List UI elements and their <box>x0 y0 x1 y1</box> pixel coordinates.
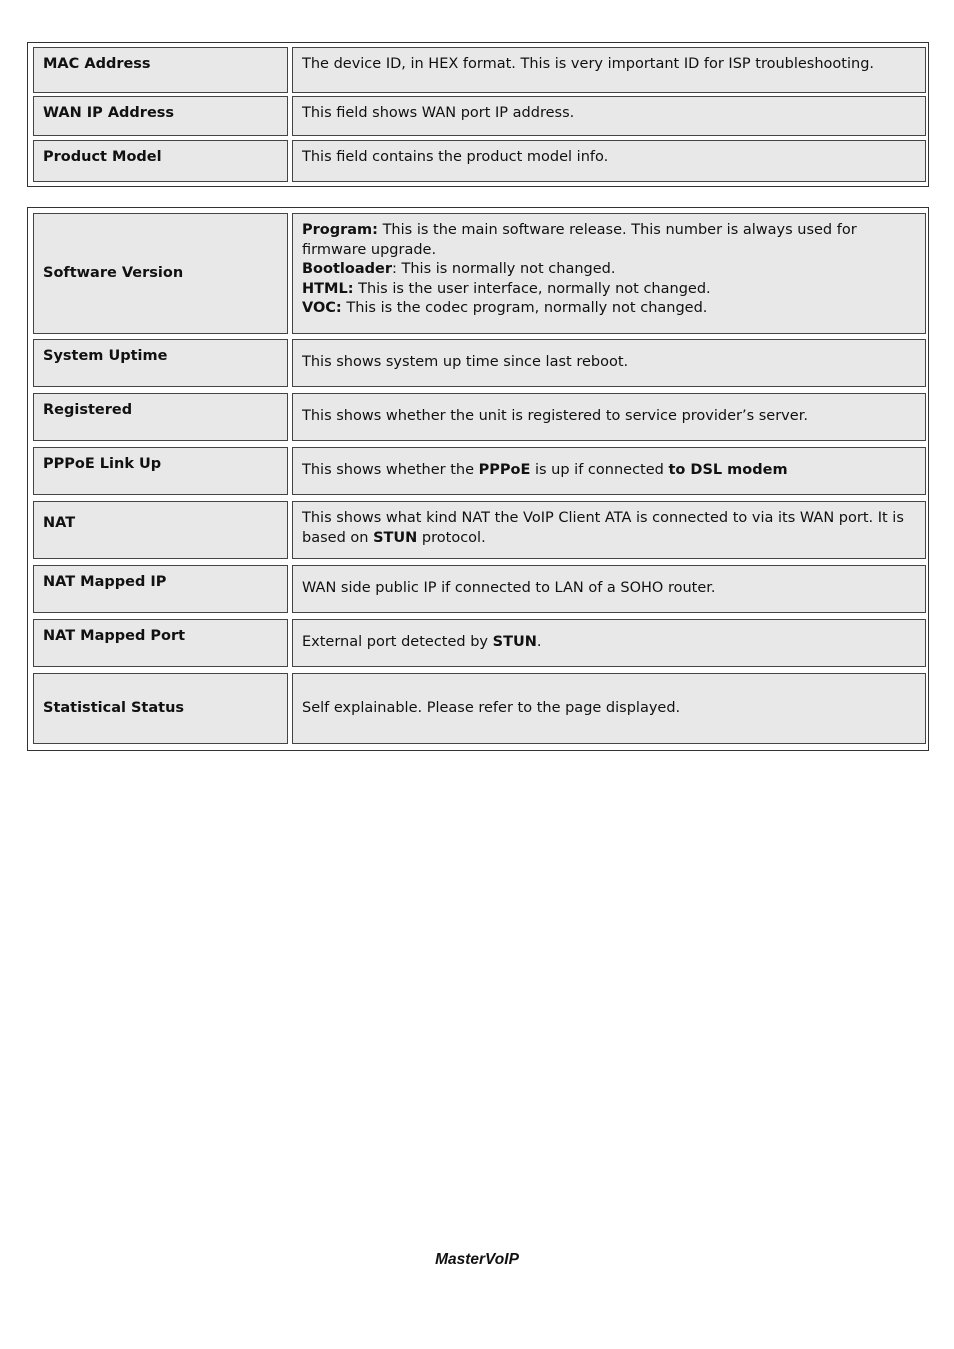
row-label <box>33 213 288 334</box>
footer-brand: MasterVoIP <box>435 1251 519 1268</box>
row-description: This shows whether the PPPoE is up if connected to DSL modem <box>292 447 926 495</box>
row-description: This shows what kind NAT the VoIP Client ATA is connected to via its WAN port. It is based on STUN protocol. <box>292 501 926 559</box>
table-row <box>28 393 928 441</box>
table-row <box>28 96 928 136</box>
row-label: Product Model <box>33 140 288 182</box>
row-label: MAC Address <box>33 47 288 93</box>
table-row <box>28 619 928 667</box>
table-row <box>28 501 928 559</box>
row-description: External port detected by STUN. <box>292 619 926 667</box>
row-description: This shows whether the unit is registered to service provider’s server. <box>292 393 926 441</box>
row-label: NAT Mapped IP <box>33 565 288 613</box>
program-line: Program: This is the main software release. This number is always used for firmware upgrade. <box>302 222 857 258</box>
row-label: Registered <box>33 393 288 441</box>
row-description: WAN side public IP if connected to LAN of a SOHO router. <box>292 565 926 613</box>
table-row <box>28 673 928 744</box>
status-table-1 <box>27 42 929 187</box>
table-row <box>28 213 928 334</box>
row-description: This shows system up time since last reboot. <box>292 339 926 387</box>
row-label: System Uptime <box>33 339 288 387</box>
row-description: This field shows WAN port IP address. <box>292 96 926 136</box>
row-label: Statistical Status <box>33 673 288 744</box>
row-label: NAT <box>33 501 288 559</box>
table-row <box>28 447 928 495</box>
html-line: HTML: This is the user interface, normally not changed. <box>302 280 711 297</box>
table-row <box>28 47 928 93</box>
row-label: NAT Mapped Port <box>33 619 288 667</box>
voc-line: VOC: This is the codec program, normally not changed. <box>302 300 708 316</box>
row-label: PPPoE Link Up <box>33 447 288 495</box>
table-row <box>28 140 928 182</box>
table-row <box>28 339 928 387</box>
row-label: WAN IP Address <box>33 96 288 136</box>
row-description <box>292 213 926 334</box>
status-table-2 <box>27 207 929 751</box>
bootloader-line: Bootloader: This is normally not changed. <box>302 261 616 277</box>
table-row <box>28 565 928 613</box>
software-version-label: Software Version <box>43 264 184 281</box>
row-description: The device ID, in HEX format. This is very important ID for ISP troubleshooting. <box>292 47 926 93</box>
row-description: This field contains the product model info. <box>292 140 926 182</box>
row-description: Self explainable. Please refer to the page displayed. <box>292 673 926 744</box>
